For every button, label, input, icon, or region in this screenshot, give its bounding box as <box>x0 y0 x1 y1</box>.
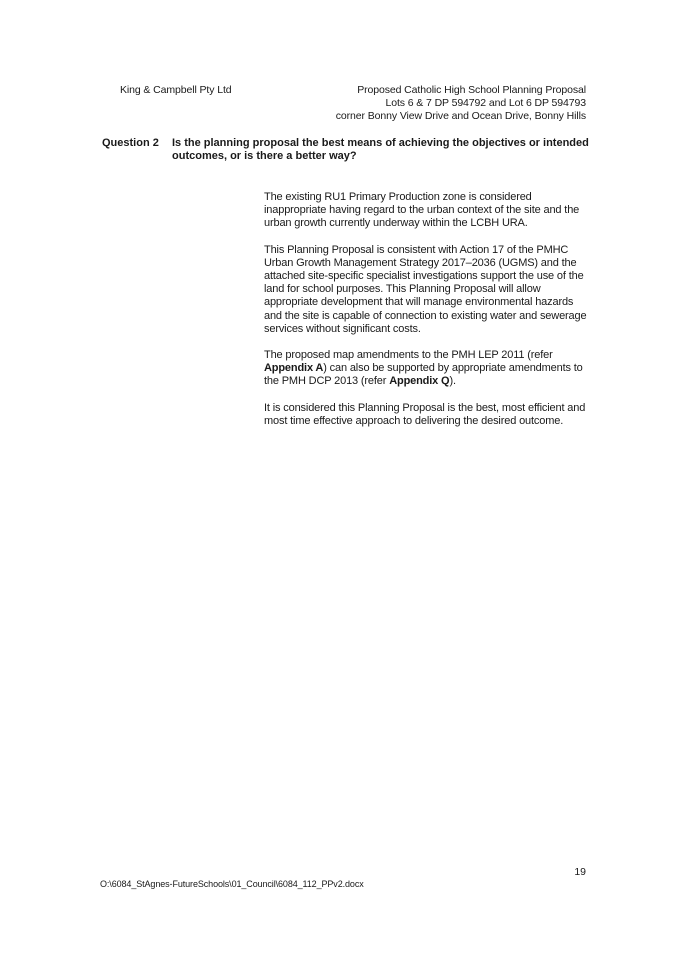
page-number: 19 <box>574 866 586 878</box>
header-title-line-1: Proposed Catholic High School Planning Proposal <box>357 84 586 96</box>
header-title-line-3: corner Bonny View Drive and Ocean Drive, Bonny Hills <box>335 110 586 122</box>
header-document-title <box>336 84 586 123</box>
paragraph-3 <box>264 349 594 389</box>
header-company: King & Campbell Pty Ltd <box>120 84 232 96</box>
header-title-line-2: Lots 6 & 7 DP 594792 and Lot 6 DP 594793 <box>385 97 586 109</box>
appendix-q-reference: Appendix Q <box>389 375 450 388</box>
paragraph-2: This Planning Proposal is consistent with Action 17 of the PMHC Urban Growth Management Strategy 2017–2036 (UGMS) and the attached site-specific specialist investigations support the use of the land for school purposes. This Planning Proposal will allow appropriate development that will manage environmental hazards and the site is capable of connection to existing water and sewerage services without significant costs. <box>264 243 587 335</box>
paragraph-4: It is considered this Planning Proposal is the best, most efficient and most time effective approach to delivering the desired outcome. <box>264 401 586 427</box>
body-text <box>264 191 594 441</box>
paragraph-3-text-c: ). <box>449 375 456 388</box>
question-text: Is the planning proposal the best means of achieving the objectives or intended outcomes, or is there a better way? <box>172 137 589 162</box>
paragraph-3-text-b: ) can also be supported by appropriate amendments to the PMH DCP 2013 (refer <box>264 362 583 388</box>
paragraph-3-text-a: The proposed map amendments to the PMH LEP 2011 (refer <box>264 349 553 362</box>
question-label: Question 2 <box>102 137 159 149</box>
footer-file-path: O:\6084_StAgnes-FutureSchools\01_Council\6084_112_PPv2.docx <box>100 879 364 889</box>
appendix-a-reference: Appendix A <box>264 362 324 375</box>
paragraph-1: The existing RU1 Primary Production zone is considered inappropriate having regard to the urban context of the site and the urban growth currently underway within the LCBH URA. <box>264 191 580 230</box>
